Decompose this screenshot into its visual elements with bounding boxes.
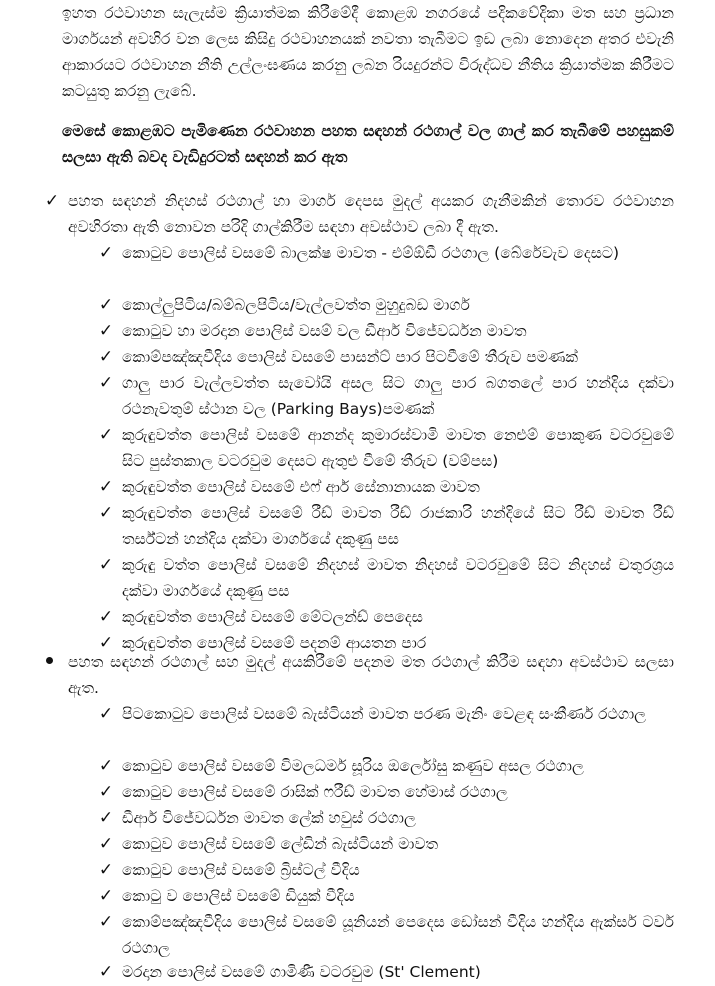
paid-parking-intro: [68, 649, 674, 701]
checkmark-icon: ✓: [98, 704, 114, 724]
list-item: [98, 701, 674, 727]
list-item: [98, 857, 674, 883]
list-item-text: ඩීආර් විජේවර්ධන මාවත ලේක් හවුස් රථගාල: [122, 809, 416, 827]
list-item: [98, 318, 674, 344]
list-item: [98, 240, 674, 266]
list-item: [98, 370, 674, 422]
checkmark-icon: ✓: [98, 834, 114, 854]
list-item-text: කොටුව පොලිස් වසමේ බ්‍රිස්ටල් වීදිය: [122, 861, 360, 879]
list-item: [98, 779, 674, 805]
checkmark-icon: ✓: [98, 373, 114, 393]
checkmark-icon: ✓: [98, 633, 114, 653]
list-item: [98, 552, 674, 604]
list-item-text: කොටුව පොලිස් වසමේ ලේඩින් බැස්ටියන් මාවත: [122, 835, 439, 853]
checkmark-icon: ✓: [98, 347, 114, 367]
list-item-text: කොටුව පොලිස් වසමේ විමලධර්ම සූරිය ඔර්ලෝසු කණුව අසල රථගාල: [122, 757, 584, 775]
list-item: [98, 959, 674, 985]
checkmark-icon: ✓: [98, 886, 114, 906]
bullet-icon: [46, 657, 53, 664]
list-item-text: පිටකොටුව පොලිස් වසමේ බැස්ටියන් මාවත පරණ මැනිං වෙළඳ සංකීර්ණ රථගාල: [122, 705, 647, 723]
checkmark-icon: ✓: [98, 477, 114, 497]
intro-paragraph: ඉහත රථවාහන සැලැස්ම ක්‍රියාත්මක කිරීමේදී කොළඹ නගරයේ පදිකවේදිකා මත සහ ප්‍රධාන මාර්ගයන් අවහිර වන ලෙස කිසිදු රථවාහනයක් නවතා තැබීමට ඉඩ ලබා නොදෙන අතර එවැනි ආකාරයට රථවාහන නීති උල්ලංඝණය කරනු ලබන රියදුරන්ට විරුද්ධව නීතිය ක්‍රියාත්මක කිරීමට කටයුතු කරනු ලැබේ.: [62, 4, 674, 100]
free-parking-intro: [44, 188, 674, 240]
checkmark-icon: ✓: [98, 782, 114, 802]
list-item: [98, 753, 674, 779]
list-item-text: කුරුඳුවත්ත පොලිස් වසමේ රීඩ් මාවත රීඩ් රාජකාරි හන්දියේ සිට රීඩ් මාවත රීඩ් තර්ස්ටන් හන්දිය දක්වා මාර්ගයේ දකුණු පස: [122, 504, 674, 548]
free-parking-text: පහත සඳහන් නිදහස් රථගාල් හා මාර්ග දෙපස මුදල් අයකර ගැනීමකින් තොරව රථවාහන අවහිරතා ඇති නොවන පරිදි ගාල්කිරීම සඳහා අවස්ථාව ලබා දී ඇත.: [68, 192, 674, 236]
list-item-text: කොටුව පොලිස් වසමේ බාලක්ෂ මාවත - එම්ඕඩී රථගාල (බේරේවැව දෙසට): [122, 244, 620, 262]
checkmark-icon: ✓: [98, 962, 114, 982]
checkmark-icon: ✓: [98, 425, 114, 445]
list-item-text: ගාලු පාර වැල්ලවත්ත සැවෝයි අසල සිට ගාලු පාර බගතලේ පාර හන්දිය දක්වා රථනැවතුම් ස්ථාන වල (Parking Bays)පමණක්: [122, 374, 674, 418]
list-item-text: කොටු ව පොලිස් වසමේ ඩියුක් වීදිය: [122, 887, 355, 905]
list-item-text: කුරුඳුවත්ත පොලිස් වසමේ මේටලන්ඩ් පෙදෙස: [122, 608, 423, 626]
checkmark-icon: ✓: [98, 607, 114, 627]
list-item: [98, 422, 674, 474]
checkmark-icon: ✓: [98, 321, 114, 341]
checkmark-icon: ✓: [98, 243, 114, 263]
checkmark-icon: ✓: [44, 191, 60, 211]
list-item-text: කුරුඳුවත්ත පොලිස් වසමේ එෆ් ආර් සේනානායක මාවත: [122, 478, 480, 496]
list-item-text: කුරුඳුවත්ත පොලිස් වසමේ ආනන්ද කුමාරස්වාමි මාවත නෙළුම් පොකුණ වටරවුමේ සිට පුස්තකාල වටරවුම දෙසට ඇතුළු වීමේ තීරුව (වම්පස): [122, 426, 674, 470]
list-item-text: මරදාන පොලිස් වසමේ ගාමිණී වටරවුම (St' Clement): [122, 963, 481, 981]
list-item: [98, 805, 674, 831]
list-item: [98, 344, 674, 370]
list-item: [98, 883, 674, 909]
list-item: [98, 909, 674, 961]
list-item-text: කොම්පඤ්ඤවීදිය පොලිස් වසමේ පාසන්ට් පාර පිටවීමේ තීරුව පමණක්: [122, 348, 578, 366]
checkmark-icon: ✓: [98, 860, 114, 880]
list-item-text: කුරුඳුවත්ත පොලිස් වසමේ පදනම් ආයතන පාර: [122, 634, 427, 652]
parking-facilities-heading: මෙසේ කොළඹට පැමිණෙන රථවාහන පහත සඳහන් රථගාල් වල ගාල් කර තැබීමේ පහසුකම් සලසා ඇති බවද වැඩිදුරටත් සඳහන් කර ඇත: [62, 122, 674, 166]
checkmark-icon: ✓: [98, 808, 114, 828]
checkmark-icon: ✓: [98, 295, 114, 315]
list-item: [98, 831, 674, 857]
list-item-text: කොල්ලුපිටිය/බම්බලපිටිය/වැල්ලවත්ත මුහුදුබඩ මාර්ග: [122, 296, 470, 314]
checkmark-icon: ✓: [98, 756, 114, 776]
list-item-text: කොම්පඤ්ඤවීදිය පොලිස් වසමේ යූනියන් පෙදෙස ඩෝසන් වීදිය හන්දිය ඇක්සර් ටවර් රථගාල: [122, 913, 674, 957]
checkmark-icon: ✓: [98, 503, 114, 523]
list-item: [98, 292, 674, 318]
checkmark-icon: ✓: [98, 912, 114, 932]
checkmark-icon: ✓: [98, 555, 114, 575]
list-item-text: කුරුඳු වත්ත පොලිස් වසමේ නිදහස් මාවත නිදහස් වටරවුමේ සිට නිදහස් චතුරශ්‍රය දක්වා මාර්ගයේ දකුණු පස: [122, 556, 674, 600]
list-item-text: කොටුව හා මරදාන පොලිස් වසම් වල ඩීආර් විජේවර්ධන මාවත: [122, 322, 527, 340]
list-item: [98, 500, 674, 552]
list-item-text: කොටුව පොලිස් වසමේ රාසික් ෆරීඩ් මාවත හේමාස් රථගාල: [122, 783, 508, 801]
paid-parking-text: පහත සඳහන් රථගාල් සහ මුදල් අයකිරීමේ පදනම මත රථගාල් කිරීම සඳහා අවස්ථාව සලසා ඇත.: [68, 653, 674, 697]
list-item: [98, 604, 674, 630]
list-item: [98, 474, 674, 500]
